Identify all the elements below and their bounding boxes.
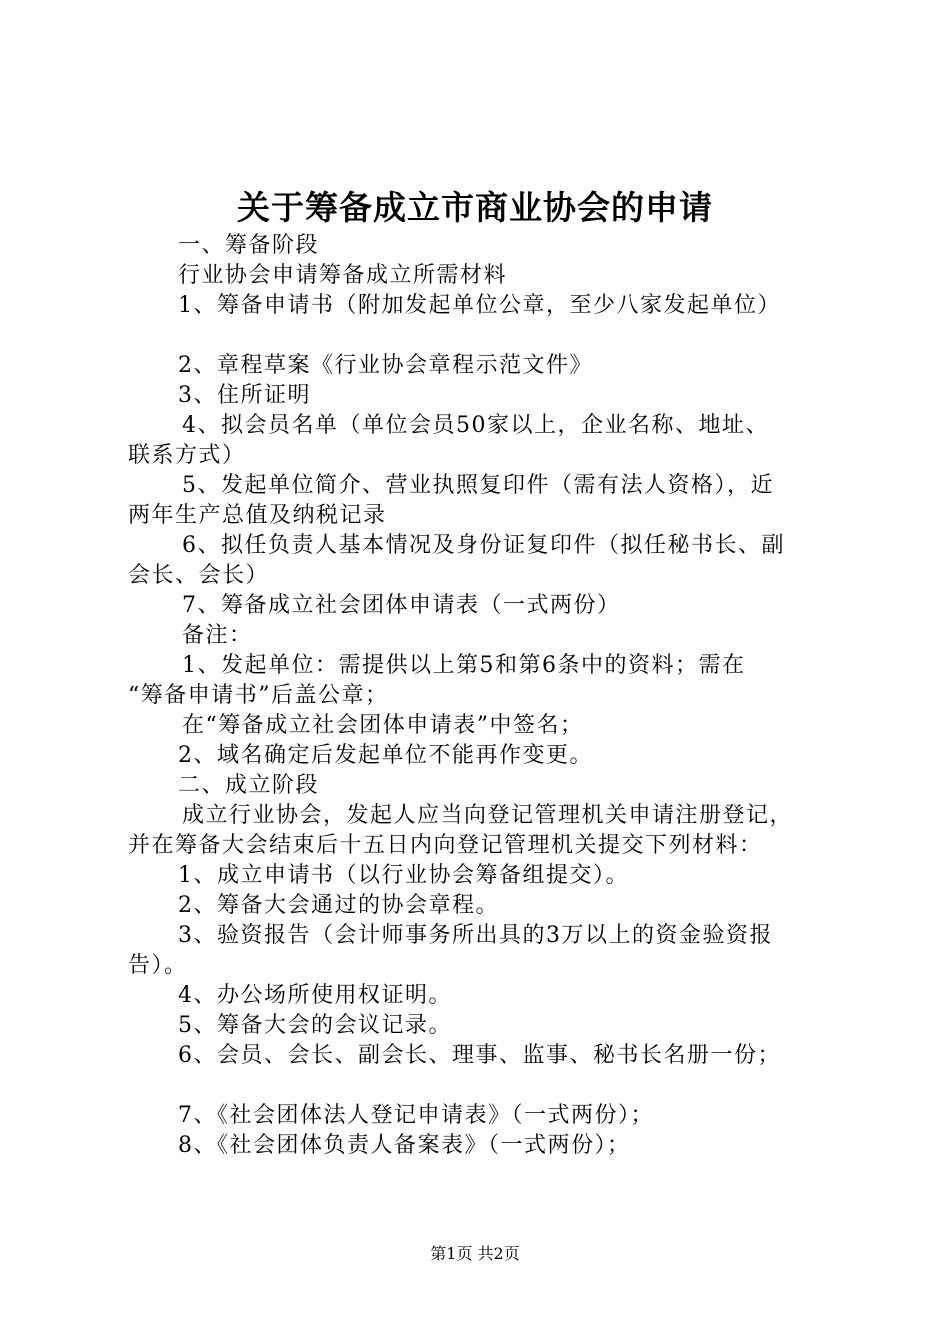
- document-body: [128, 231, 838, 1161]
- list-item: 3、住所证明: [178, 383, 311, 408]
- paragraph-line: 行业协会申请筹备成立所需材料: [178, 263, 508, 288]
- paragraph-line: 并在筹备大会结束后十五日内向登记管理机关提交下列材料：: [128, 833, 763, 858]
- list-item: 4、办公场所使用权证明。: [178, 983, 452, 1008]
- list-item: 2、筹备大会通过的协会章程。: [178, 893, 499, 918]
- list-item: 6、拟任负责人基本情况及身份证复印件（拟任秘书长、副: [182, 533, 785, 558]
- section-heading-preparation: 一、筹备阶段: [178, 233, 320, 258]
- section-heading-establishment: 二、成立阶段: [178, 773, 320, 798]
- list-item: 5、筹备大会的会议记录。: [178, 1013, 452, 1038]
- list-item-continuation: 两年生产总值及纳税记录: [128, 503, 387, 528]
- list-item: 3、验资报告（会计师事务所出具的3万以上的资金验资报: [178, 923, 773, 948]
- note-item: 1、发起单位：需提供以上第5和第6条中的资料；需在: [182, 653, 746, 678]
- note-item: 在“筹备成立社会团体申请表”中签名；: [182, 713, 584, 738]
- list-item: 7、《社会团体法人登记申请表》（一式两份）；: [178, 1103, 654, 1128]
- blank-line: [128, 1071, 838, 1101]
- list-item: 8、《社会团体负责人备案表》（一式两份）；: [178, 1133, 631, 1158]
- list-item: 5、发起单位简介、营业执照复印件（需有法人资格），近: [182, 473, 774, 498]
- page-number-footer: 第1页 共2页: [430, 1244, 520, 1263]
- blank-line: [128, 321, 838, 351]
- list-item-continuation: 会长、会长）: [128, 563, 270, 588]
- list-item: 1、成立申请书（以行业协会筹备组提交）。: [178, 863, 629, 888]
- note-item-continuation: “筹备申请书”后盖公章；: [128, 683, 389, 708]
- list-item-continuation: 联系方式）: [128, 443, 246, 468]
- note-heading: 备注：: [182, 623, 253, 648]
- list-item: 1、筹备申请书（附加发起单位公章，至少八家发起单位）: [178, 293, 781, 318]
- paragraph-line: 成立行业协会，发起人应当向登记管理机关申请注册登记，: [182, 803, 794, 828]
- list-item: 2、章程草案《行业协会章程示范文件》: [178, 353, 593, 378]
- document-title: 关于筹备成立市商业协会的申请: [237, 188, 713, 227]
- note-item: 2、域名确定后发起单位不能再作变更。: [178, 743, 593, 768]
- list-item-continuation: 告）。: [128, 953, 188, 978]
- list-item: 7、筹备成立社会团体申请表（一式两份）: [182, 593, 621, 618]
- list-item: 6、会员、会长、副会长、理事、监事、秘书长名册一份；: [178, 1043, 781, 1068]
- list-item: 4、拟会员名单（单位会员50家以上，企业名称、地址、: [182, 413, 769, 438]
